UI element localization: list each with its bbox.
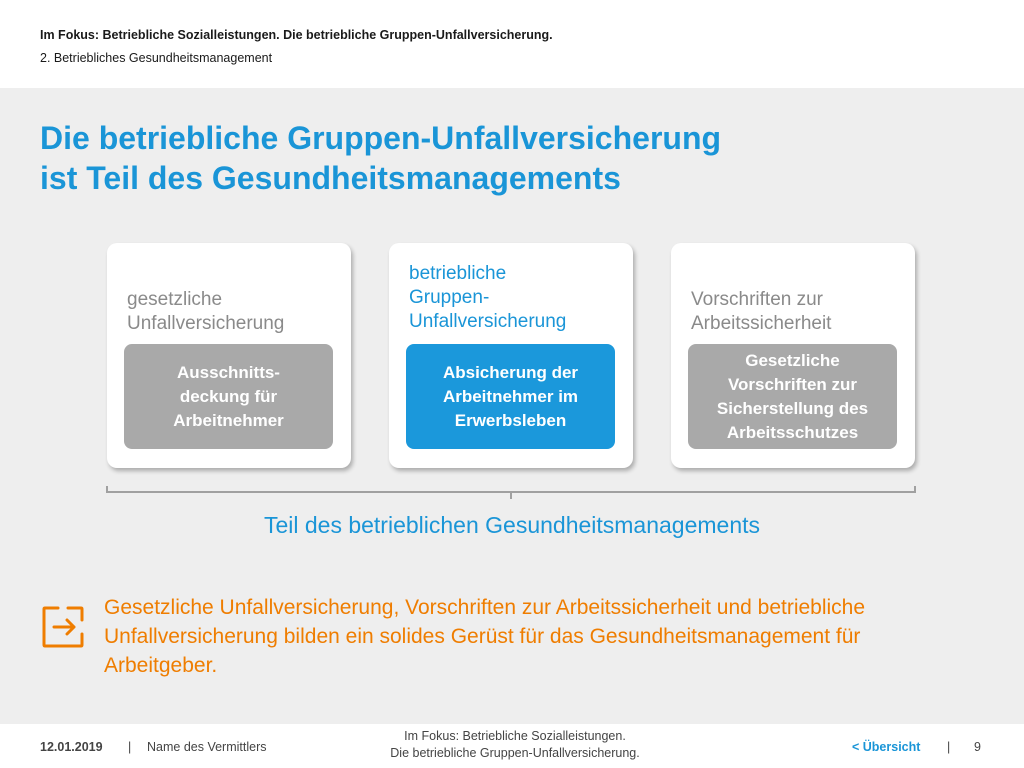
- conclusion-line: Unfallversicherung bilden ein solides Gerüst für das Gesundheitsmanagement für: [104, 625, 861, 648]
- footer-center-title: [340, 728, 690, 762]
- card-box-line: Ausschnitts-: [177, 362, 280, 382]
- slide-header: [0, 0, 1024, 88]
- card-title: [127, 288, 342, 336]
- card-box-line: Arbeitsschutzes: [726, 422, 859, 442]
- card-box-line: Vorschriften zur: [727, 374, 858, 394]
- card-box-line: deckung für: [179, 386, 278, 406]
- card-box-line: Gesetzliche: [745, 350, 840, 370]
- card-title-line: betriebliche: [409, 263, 507, 284]
- overview-link[interactable]: < Übersicht: [852, 740, 921, 754]
- card-description-box: [406, 344, 615, 449]
- slide-content: [0, 88, 1024, 724]
- page-title-line-1: Die betriebliche Gruppen-Unfallversicherung: [40, 120, 722, 156]
- card-group-accident-insurance: [389, 243, 633, 468]
- card-box-line: Sicherstellung des: [716, 398, 869, 418]
- card-title-line: Gruppen-: [409, 287, 490, 308]
- grouping-label: Teil des betrieblichen Gesundheitsmanagements: [263, 512, 761, 538]
- card-description-box: [124, 344, 333, 449]
- card-title: [691, 288, 906, 336]
- page-title-line-2: ist Teil des Gesundheitsmanagements: [40, 160, 621, 196]
- card-description-box: [688, 344, 897, 449]
- card-box-line: Arbeitnehmer: [173, 410, 284, 430]
- slide-footer: [0, 724, 1024, 768]
- page-number: 9: [974, 740, 981, 754]
- footer-center-line: Im Fokus: Betriebliche Sozialleistungen.: [404, 729, 626, 743]
- arrow-right-box-icon: [42, 606, 84, 648]
- conclusion-line: Gesetzliche Unfallversicherung, Vorschriften zur Arbeitssicherheit und betriebliche: [104, 596, 866, 619]
- card-box-line: Erwerbsleben: [454, 410, 567, 430]
- footer-center-line: Die betriebliche Gruppen-Unfallversicherung.: [390, 746, 640, 760]
- header-subtitle: 2. Betriebliches Gesundheitsmanagement: [40, 51, 273, 65]
- grouping-bracket: [106, 486, 916, 500]
- page-title: [40, 118, 940, 198]
- card-title: [409, 262, 624, 334]
- conclusion-line: Arbeitgeber.: [104, 654, 218, 677]
- card-box-line: Arbeitnehmer im: [442, 386, 579, 406]
- header-title: Im Fokus: Betriebliche Sozialleistungen. Die betriebliche Gruppen-Unfallversicherung.: [40, 28, 553, 42]
- card-title-line: Vorschriften zur: [691, 289, 823, 310]
- card-statutory-accident-insurance: [107, 243, 351, 468]
- footer-separator: |: [947, 740, 951, 754]
- card-title-line: Unfallversicherung: [409, 311, 567, 332]
- conclusion-text: [104, 593, 1004, 680]
- card-title-line: Unfallversicherung: [127, 313, 285, 334]
- card-box-line: Absicherung der: [442, 362, 579, 382]
- footer-separator: |: [128, 740, 132, 754]
- footer-agent-name: Name des Vermittlers: [147, 740, 267, 754]
- card-title-line: Arbeitssicherheit: [691, 313, 832, 334]
- footer-date: 12.01.2019: [40, 740, 103, 754]
- card-workplace-safety-rules: [671, 243, 915, 468]
- card-title-line: gesetzliche: [127, 289, 223, 310]
